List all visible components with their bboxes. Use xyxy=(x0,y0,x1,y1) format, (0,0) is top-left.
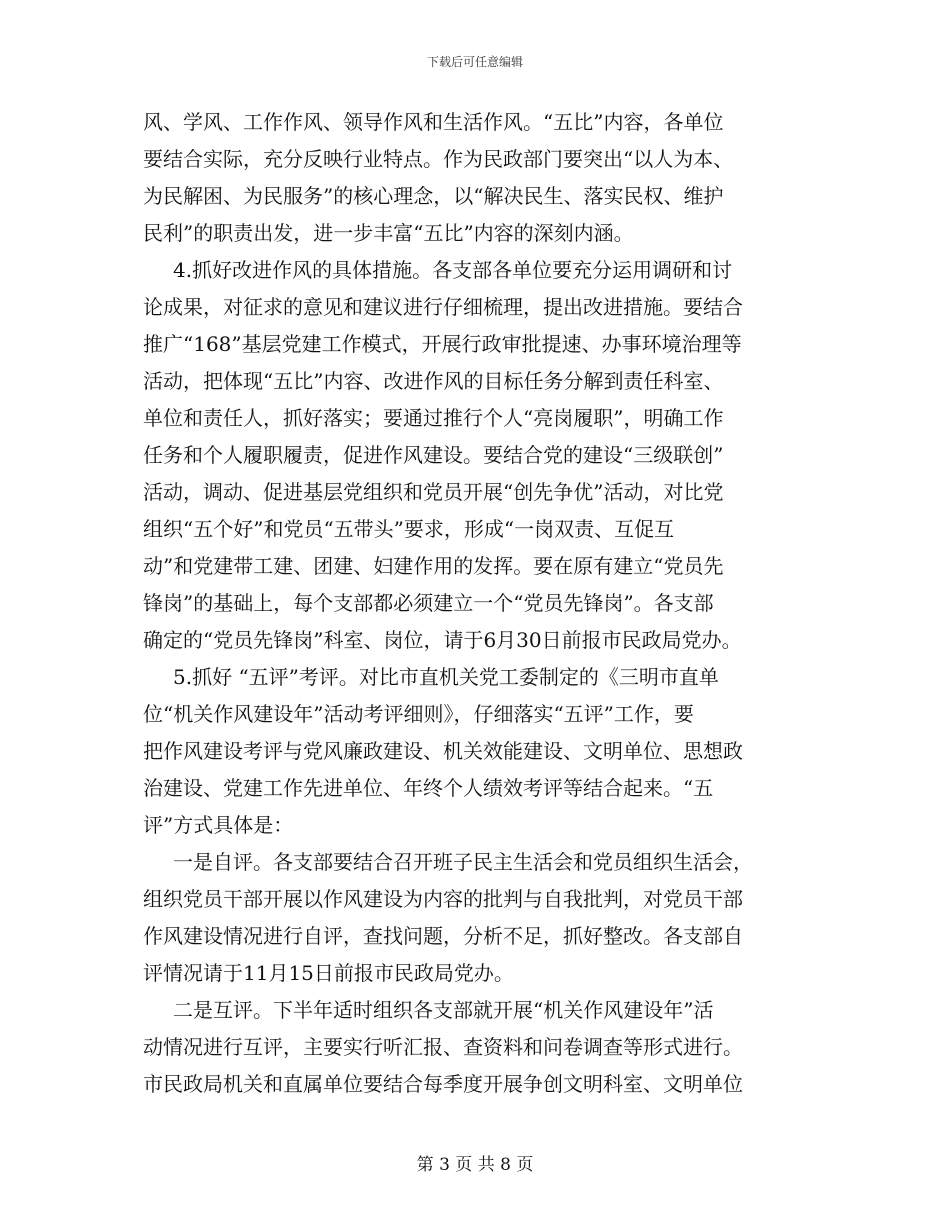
text-line: 市民政局机关和直属单位要结合每季度开展争创文明科室、文明单位 xyxy=(143,1072,743,1096)
text-line: 要结合实际，充分反映行业特点。作为民政部门要突出“以人为本、 xyxy=(143,147,734,171)
page-number: 第 3 页 共 8 页 xyxy=(416,1155,534,1175)
text-line: 推广“168”基层党建工作模式，开展行政审批提速、办事环境治理等 xyxy=(143,332,742,356)
text-line: 位“机关作风建设年”活动考评细则》，仔细落实“五评”工作，要 xyxy=(143,702,694,726)
text-line: 评情况请于11月15日前报市民政局党办。 xyxy=(143,961,514,985)
text-line: 一是自评。各支部要结合召开班子民主生活会和党员组织生活会， xyxy=(173,850,753,874)
text-line: 风、学风、工作作风、领导作风和生活作风。“五比”内容，各单位 xyxy=(143,110,724,134)
page-header: 下载后可任意编辑 xyxy=(426,55,523,69)
text-line: 4.抓好改进作风的具体措施。各支部各单位要充分运用调研和讨 xyxy=(173,258,733,282)
text-line: 5.抓好 “五评”考评。对比市直机关党工委制定的《三明市直单 xyxy=(173,665,719,689)
text-line: 活动，把体现“五比”内容、改进作风的目标任务分解到责任科室、 xyxy=(143,369,724,393)
text-line: 组织党员干部开展以作风建设为内容的批判与自我批判，对党员干部 xyxy=(143,887,743,911)
text-line: 动”和党建带工建、团建、妇建作用的发挥。要在原有建立“党员先 xyxy=(143,554,724,578)
text-line: 动情况进行互评，主要实行听汇报、查资料和问卷调查等形式进行。 xyxy=(143,1035,743,1059)
text-line: 锋岗”的基础上，每个支部都必须建立一个“党员先锋岗”。各支部 xyxy=(143,591,714,615)
text-line: 二是互评。下半年适时组织各支部就开展“机关作风建设年”活 xyxy=(173,998,714,1022)
text-line: 任务和个人履职履责，促进作风建设。要结合党的建设“三级联创” xyxy=(143,443,724,467)
text-line: 评”方式具体是： xyxy=(143,813,294,837)
text-line: 单位和责任人，抓好落实；要通过推行个人“亮岗履职”，明确工作 xyxy=(143,406,724,430)
document-body xyxy=(143,104,813,1103)
text-line: 为民解困、为民服务”的核心理念，以“解决民生、落实民权、维护 xyxy=(143,184,724,208)
text-line: 确定的“党员先锋岗”科室、岗位，请于6月30日前报市民政局党办。 xyxy=(143,628,742,652)
text-line: 活动，调动、促进基层党组织和党员开展“创先争优”活动，对比党 xyxy=(143,480,724,504)
text-line: 民利”的职责出发，进一步丰富“五比”内容的深刻内涵。 xyxy=(143,221,634,245)
text-line: 治建设、党建工作先进单位、年终个人绩效考评等结合起来。“五 xyxy=(143,776,714,800)
text-line: 把作风建设考评与党风廉政建设、机关效能建设、文明单位、思想政 xyxy=(143,739,743,763)
text-line: 作风建设情况进行自评，查找问题，分析不足，抓好整改。各支部自 xyxy=(143,924,743,948)
text-line: 论成果，对征求的意见和建议进行仔细梳理，提出改进措施。要结合 xyxy=(143,295,743,319)
text-line: 组织“五个好”和党员“五带头”要求，形成“一岗双责、互促互 xyxy=(143,517,675,541)
